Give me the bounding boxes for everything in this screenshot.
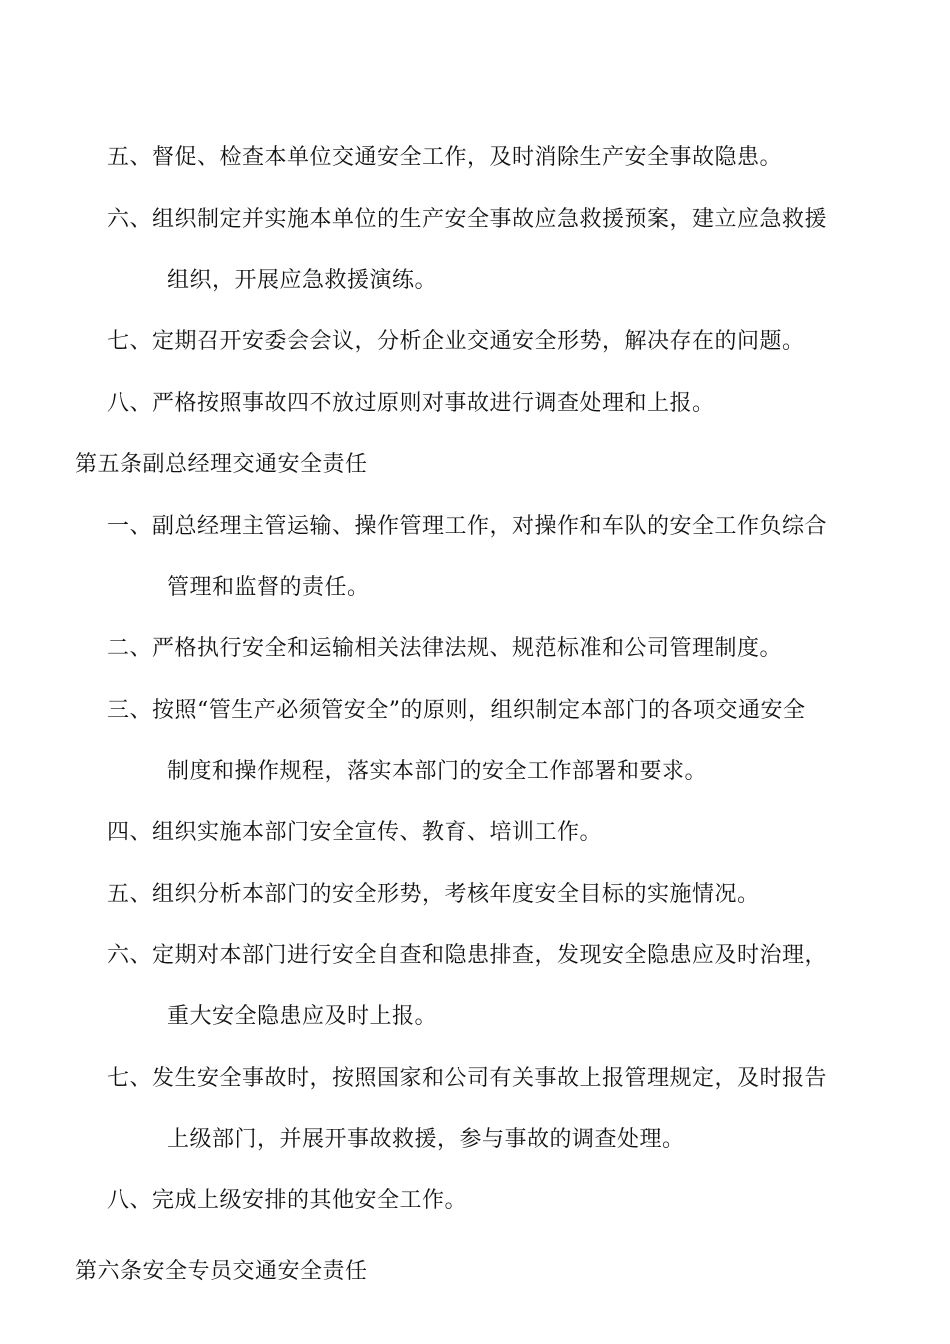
article-5-item-8: 八、完成上级安排的其他安全工作。 xyxy=(107,1188,468,1213)
clause-item-8: 八、严格按照事故四不放过原则对事故进行调查处理和上报。 xyxy=(107,391,715,416)
article-6-heading: 第六条安全专员交通安全责任 xyxy=(75,1259,368,1284)
article-5-item-7: 七、发生安全事故时，按照国家和公司有关事故上报管理规定，及时报告 xyxy=(107,1066,828,1091)
article-5-item-6: 六、定期对本部门进行安全自查和隐患排查，发现安全隐患应及时治理， xyxy=(107,943,828,968)
article-5-item-3-continuation: 制度和操作规程，落实本部门的安全工作部署和要求。 xyxy=(167,759,708,784)
clause-item-6-continuation: 组织，开展应急救援演练。 xyxy=(167,268,438,293)
article-5-item-6-continuation: 重大安全隐患应及时上报。 xyxy=(167,1004,438,1029)
article-5-item-2: 二、严格执行安全和运输相关法律法规、规范标准和公司管理制度。 xyxy=(107,636,783,661)
article-5-item-7-continuation: 上级部门，并展开事故救援，参与事故的调查处理。 xyxy=(167,1127,685,1152)
clause-item-6: 六、组织制定并实施本单位的生产安全事故应急救援预案，建立应急救援 xyxy=(107,207,828,232)
article-5-item-5: 五、组织分析本部门的安全形势，考核年度安全目标的实施情况。 xyxy=(107,882,760,907)
clause-item-7: 七、定期召开安委会会议，分析企业交通安全形势，解决存在的问题。 xyxy=(107,329,805,354)
clause-item-5: 五、督促、检查本单位交通安全工作，及时消除生产安全事故隐患。 xyxy=(107,145,783,170)
article-5-heading: 第五条副总经理交通安全责任 xyxy=(75,452,368,477)
article-5-item-1-continuation: 管理和监督的责任。 xyxy=(167,575,370,600)
article-5-item-4: 四、组织实施本部门安全宣传、教育、培训工作。 xyxy=(107,820,603,845)
article-5-item-3: 三、按照“管生产必须管安全”的原则，组织制定本部门的各项交通安全 xyxy=(107,698,806,723)
article-5-item-1: 一、副总经理主管运输、操作管理工作，对操作和车队的安全工作负综合 xyxy=(107,514,828,539)
